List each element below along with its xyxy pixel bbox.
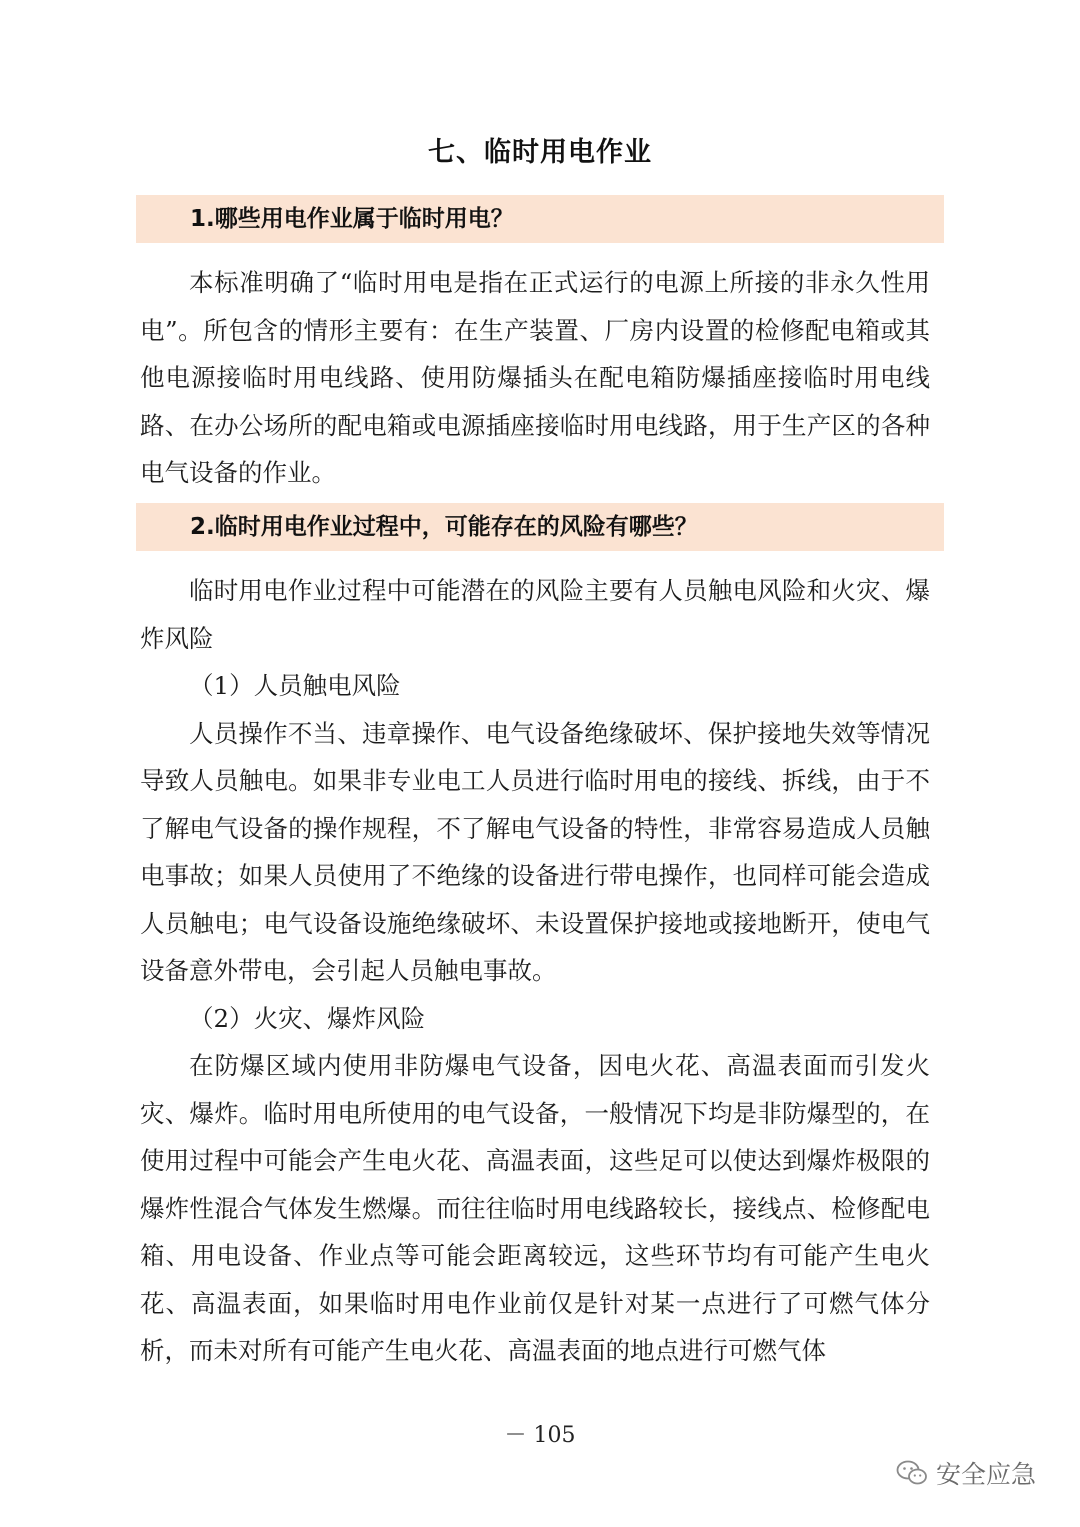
watermark (896, 1455, 1036, 1491)
paragraph: 临时用电作业过程中可能潜在的风险主要有人员触电风险和火灾、爆炸风险 (140, 576, 930, 653)
answer-1 (140, 259, 930, 497)
question-heading-1: 1.哪些用电作业属于临时用电？ (136, 195, 944, 243)
chapter-title: 七、临时用电作业 (428, 137, 652, 168)
question-heading-2: 2.临时用电作业过程中，可能存在的风险有哪些？ (136, 503, 944, 551)
paragraph: 在防爆区域内使用非防爆电气设备，因电火花、高温表面而引发火灾、爆炸。临时用电所使用的电气设备，一般情况下均是非防爆型的，在使用过程中可能会产生电火花、高温表面，这些足可以使达到爆炸极限的爆炸性混合气体发生燃爆。而往往临时用电线路较长，接线点、检修配电箱、用电设备、作业点等可能会距离较远，这些环节均有可能产生电火花、高温表面，如果临时用电作业前仅是针对某一点进行了可燃气体分析，而未对所有可能产生电火花、高温表面的地点进行可燃气体 (140, 1051, 930, 1365)
sub-heading-electric-shock: （1）人员触电风险 (189, 671, 401, 700)
answer-2 (140, 567, 930, 1375)
wechat-icon (896, 1459, 928, 1487)
paragraph: 本标准明确了“临时用电是指在正式运行的电源上所接的非永久性用电”。所包含的情形主要有：在生产装置、厂房内设置的检修配电箱或其他电源接临时用电线路、使用防爆插头在配电箱防爆插座接临时用电线路、在办公场所的配电箱或电源插座接临时用电线路，用于生产区的各种电气设备的作业。 (140, 268, 930, 487)
paragraph: 人员操作不当、违章操作、电气设备绝缘破坏、保护接地失效等情况导致人员触电。如果非专业电工人员进行临时用电的接线、拆线，由于不了解电气设备的操作规程，不了解电气设备的特性，非常容易造成人员触电事故；如果人员使用了不绝缘的设备进行带电操作，也同样可能会造成人员触电；电气设备设施绝缘破坏、未设置保护接地或接地断开，使电气设备意外带电，会引起人员触电事故。 (140, 718, 930, 985)
watermark-text: 安全应急 (936, 1460, 1037, 1489)
sub-heading-fire-explosion: （2）火灾、爆炸风险 (189, 1003, 426, 1033)
page-number: － 105 (504, 1423, 576, 1448)
